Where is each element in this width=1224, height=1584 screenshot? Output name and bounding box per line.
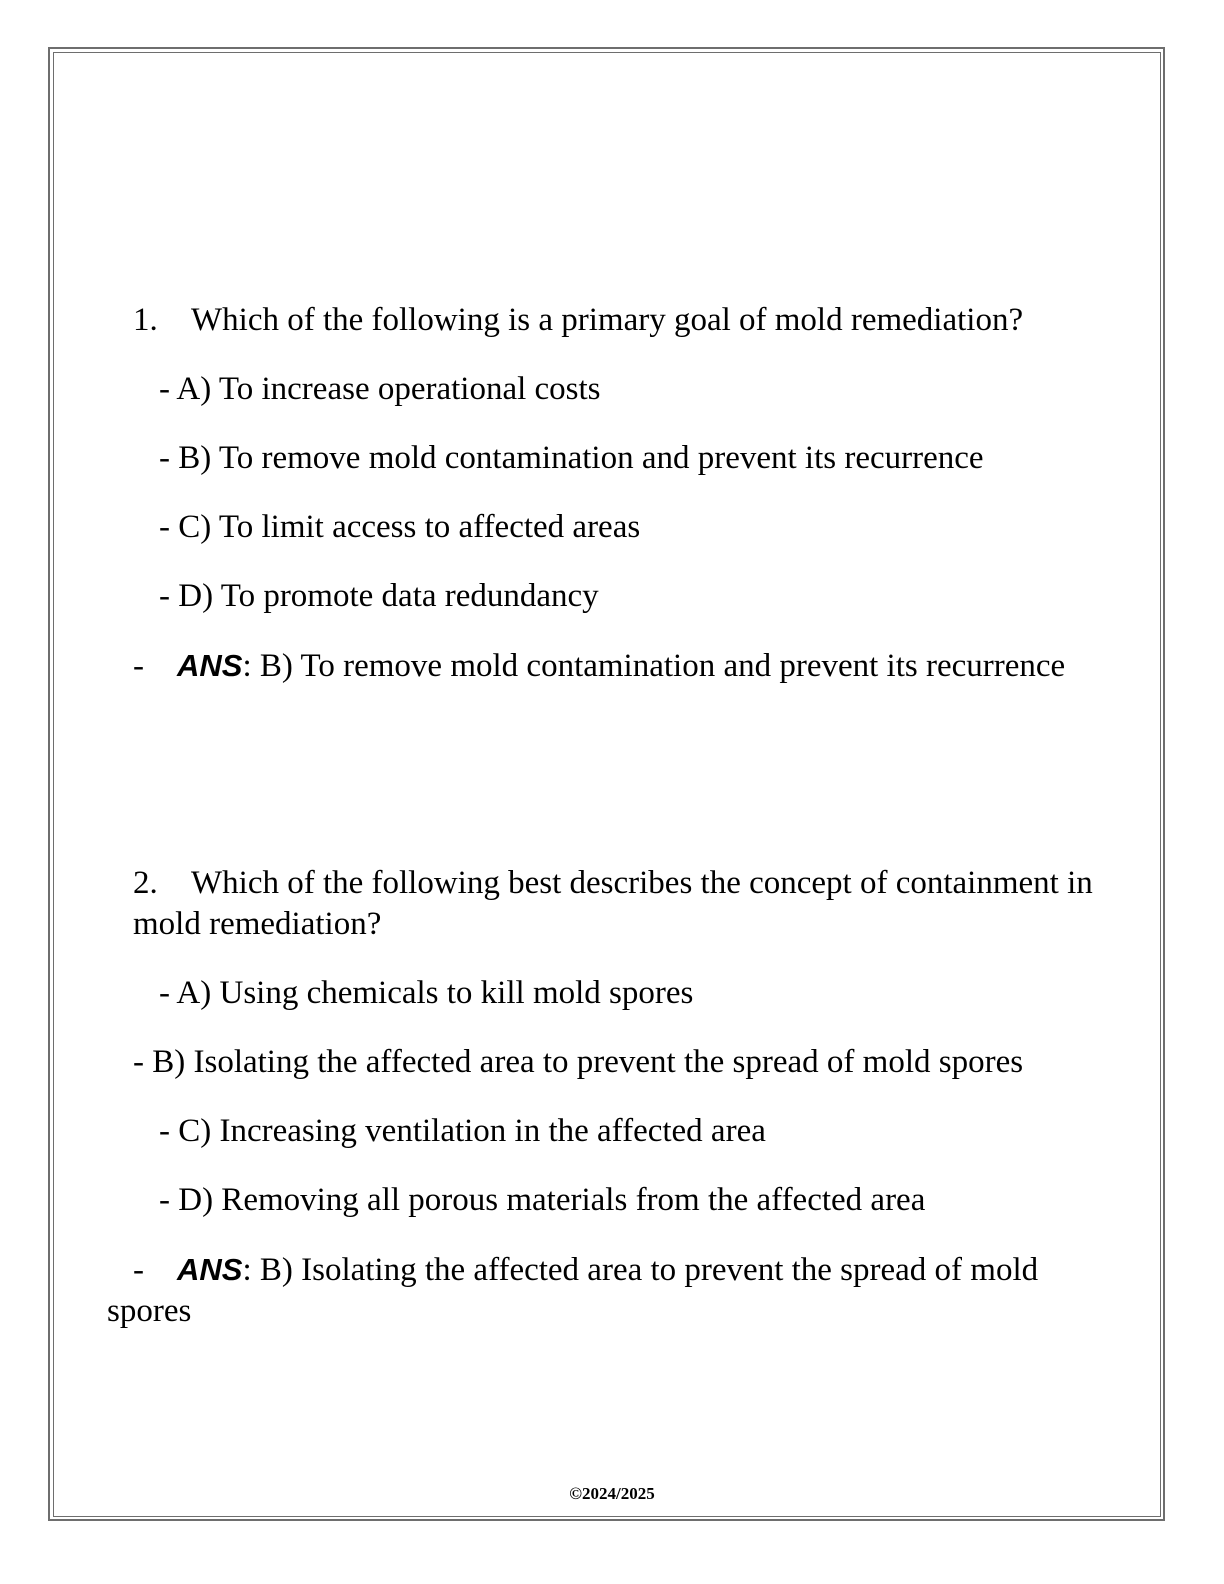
question-1-option-a: - A) To increase operational costs <box>159 371 601 407</box>
question-1-answer-label: ANS <box>177 648 243 683</box>
question-2-option-d: - D) Removing all porous materials from the affected area <box>159 1182 926 1218</box>
question-1-option-d: - D) To promote data redundancy <box>159 578 599 614</box>
question-2-option-b <box>107 1042 1093 1083</box>
question-2 <box>107 863 1093 1332</box>
question-2-option-c: - C) Increasing ventilation in the affected area <box>159 1113 766 1149</box>
question-1-option-b: - B) To remove mold contamination and prevent its recurrence <box>159 440 984 476</box>
question-1-text <box>133 300 1093 341</box>
question-1-prompt: Which of the following is a primary goal of mold remediation? <box>191 302 1024 338</box>
question-2-number: 2. <box>133 865 158 901</box>
question-1-answer-text: : B) To remove mold contamination and prevent its recurrence <box>242 648 1066 684</box>
question-2-text <box>133 863 1093 945</box>
question-1-option-c: - C) To limit access to affected areas <box>159 509 641 545</box>
question-2-answer-label: ANS <box>177 1252 243 1287</box>
question-1-answer-dash: - <box>133 648 144 684</box>
question-2-option-b-text: - B) Isolating the affected area to prevent the spread of mold spores <box>133 1044 1024 1080</box>
question-1-number: 1. <box>133 302 158 338</box>
question-2-prompt: Which of the following best describes the concept of containment in mold remediation? <box>133 865 1093 942</box>
question-1 <box>133 300 1093 687</box>
question-2-answer <box>107 1249 1093 1332</box>
question-2-answer-dash: - <box>133 1252 144 1288</box>
question-2-option-a: - A) Using chemicals to kill mold spores <box>159 975 694 1011</box>
question-2-answer-text: : B) Isolating the affected area to prevent the spread of mold spores <box>107 1252 1039 1329</box>
copyright-footer: ©2024/2025 <box>569 1484 655 1503</box>
question-1-answer <box>107 645 1093 687</box>
